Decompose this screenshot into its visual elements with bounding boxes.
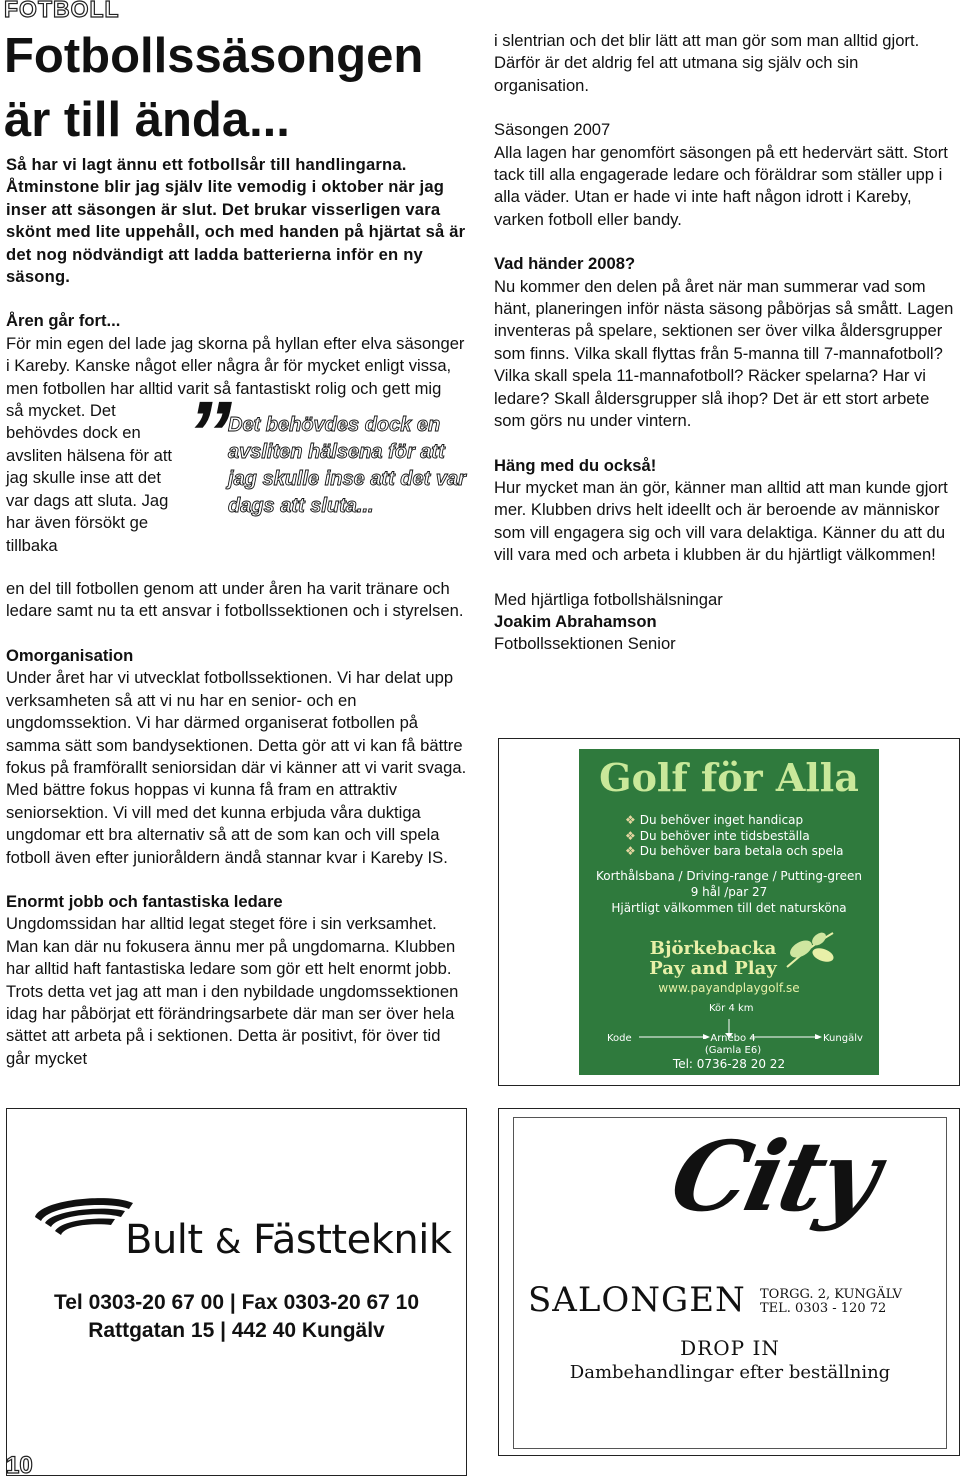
aren-heading: Åren går fort...: [6, 311, 121, 331]
pull-quote-text: Det behövdes dock en avsliten hälsena för att jag skulle inse att det var dags att sluta...: [228, 414, 466, 518]
aren-wrapped-text: så mycket. Det behövdes dock en avsliten hälsena för att jag skulle inse att det var dags att sluta. Jag har även försökt ge tillbaka: [6, 401, 173, 555]
golf-ad-holes: 9 hål /par 27: [690, 885, 768, 899]
whats-next-heading: Vad händer 2008?: [494, 254, 636, 274]
city-street: TORGG. 2, KUNGÄLV: [760, 1287, 903, 1302]
city-drop-in: DROP IN: [680, 1336, 780, 1360]
lead-paragraph: Så har vi lagt ännu ett fotbollsår till handlingarna. Åtminstone blir jag själv lite vemodig i oktober när jag inser att säsongen är slut. Det brukar visserligen vara skönt med lite uppehåll, och med handen på hjärtat så är det nog nödvändigt att ladda batterierna inför en ny säsong.: [6, 155, 466, 287]
join-heading: Häng med du också!: [494, 455, 657, 475]
bullet-icon: ❖: [625, 813, 636, 827]
bult-contact: [7, 1289, 466, 1345]
city-salongen-word: SALONGEN: [528, 1280, 746, 1320]
right-column: [494, 30, 954, 656]
bult-name-a: Bult: [125, 1217, 203, 1263]
whats-next-body: Nu kommer den delen på året när man summerar vad som hänt, planeringen inför nästa säsong påbörjas så smått. Lagen inventeras på spelare, sektionen ser över vilka åldersgrupper som finns. Vilka skall flyttas från 5-manna till 7-mannafotboll? Vilka skall spela 11-mannafotboll? Räcker spelarna? Har vi ledare? Skall åldersgrupper slå ihop? Det är ett stort arbete som görs nu under vintern.: [494, 276, 954, 431]
page-number: 10: [6, 1452, 33, 1479]
city-logo: City: [661, 1120, 888, 1233]
brand-line-2: Pay and Play: [649, 958, 777, 979]
city-phone: TEL. 0303 - 120 72: [760, 1301, 887, 1316]
author-role: Fotbollssektionen Senior: [494, 634, 676, 654]
golf-ad-panel: [579, 749, 879, 1075]
golf-ad-facilities: Korthålsbana / Driving-range / Putting-green: [595, 869, 863, 883]
enormt-body: Ungdomssidan har alltid legat steget före i sin verksamhet. Man kan där nu fokusera ännu mer på ungdomarna. Klubben har alltid haft fantastiska ledare som gör ett helt enormt jobb. Trots detta vet jag att man i den nybildade ungdomssektionen idag har påbörjat ett förändringsarbete där man ser över hela sättet att arbeta på i sektionen. Detta är positivt, för över tid går mycket: [6, 914, 459, 1068]
golf-ad-list: [625, 813, 844, 860]
omorg-body: Under året har vi utvecklat fotbollssektionen. Vi har delat upp verksamheten så att vi nu har en senior- och en ungdomssektion. Vi har därmed organiserat fotbollen på samma sätt som bandysektionen. Detta gör att vi kan få bättre fokus på framförallt seniorsidan där vi känner att vi varit svaga. Med bättre fokus hoppas vi kunna få fram en attraktiv seniorsektion. Vi vill med det kunna erbjuda våra duktiga ungdomar ett bra alternativ så att de som kan och vill spela fotboll även efter junioråldern ändå stannar kvar i Kareby IS.: [6, 668, 467, 867]
golf-ad-item: ❖ Du behöver bara betala och spela: [625, 844, 844, 858]
section-tag: FOTBOLL: [4, 0, 120, 22]
golf-ad-item: ❖ Du behöver inget handicap: [625, 813, 804, 827]
bullet-icon: ❖: [625, 828, 636, 843]
golf-ad-phone: Tel: 0736-28 20 22: [672, 1057, 786, 1071]
map-kungalv: Kungälv: [823, 1033, 863, 1044]
left-column: [6, 154, 468, 1070]
quote-mark-icon: ”: [186, 383, 218, 486]
bult-company-name: [125, 1217, 452, 1263]
quote-wrap-block: [6, 383, 468, 578]
bullet-icon: ❖: [625, 844, 636, 858]
golf-ad-title: Golf för Alla: [599, 755, 859, 800]
author-name: Joakim Abrahamson: [494, 611, 657, 631]
season-2007-heading: Säsongen 2007: [494, 120, 611, 140]
map-distance: Kör 4 km: [709, 1003, 754, 1014]
bult-name-b: Fästteknik: [253, 1217, 452, 1263]
season-2007-body: Alla lagen har genomfört säsongen på ett hedervärt sätt. Stort tack till alla engagerade ledare och föräldrar som ställer upp i alla väder. Utan er hade vi inte haft någon idrott i Kareby, varken fotboll eller bandy.: [494, 142, 948, 229]
golf-ad-map: [579, 1003, 879, 1059]
article-headline: Fotbollssäsongen är till ända...: [4, 29, 424, 147]
golf-ad: [498, 738, 960, 1086]
continued-text: i slentrian och det blir lätt att man gör som man alltid gjort. Därför är det aldrig fel att utmana sig själv och sin organisation.: [494, 31, 920, 95]
brand-line-1: Björkebacka: [649, 938, 777, 959]
bult-logo-icon: [31, 1189, 137, 1239]
map-kode: Kode: [607, 1033, 632, 1044]
map-arnebo: Arnebo 4: [710, 1033, 756, 1044]
city-address: [760, 1288, 902, 1316]
bult-ampersand: &: [214, 1222, 241, 1262]
bult-address: Rattgatan 15 | 442 40 Kungälv: [88, 1319, 385, 1342]
golf-ad-item: ❖ Du behöver inte tidsbeställa: [625, 828, 810, 843]
greeting: Med hjärtliga fotbollshälsningar: [494, 589, 723, 609]
city-ad-frame: [513, 1117, 947, 1449]
golf-ad-brand: [643, 939, 783, 979]
join-body: Hur mycket man än gör, känner man alltid att man kunde gjort mer. Klubben drivs helt ideellt och är beroende av människor som vill engagera sig och vill vara delaktiga. Känner du att du vill vara med och arbeta i klubben är du hjärtligt välkommen!: [494, 477, 948, 565]
golf-ad-url: www.payandplaygolf.se: [658, 981, 800, 995]
bult-ad: [6, 1108, 467, 1476]
enormt-heading: Enormt jobb och fantastiska ledare: [6, 891, 283, 911]
map-gamla-e6: (Gamla E6): [704, 1045, 762, 1056]
bult-phone-fax: Tel 0303-20 67 00 | Fax 0303-20 67 10: [53, 1291, 420, 1314]
leaf-icon: [779, 927, 843, 977]
city-salongen-ad: [498, 1108, 960, 1456]
aren-rest: en del till fotbollen genom att under åren ha varit tränare och ledare samt nu ta ett ansvar i fotbollssektionen och i styrelsen.: [6, 579, 464, 621]
city-tagline: Dambehandlingar efter beställning: [569, 1362, 891, 1383]
omorg-heading: Omorganisation: [6, 645, 134, 665]
golf-ad-welcome: Hjärtligt välkommen till det natursköna: [611, 901, 847, 915]
aren-intro: För min egen del lade jag skorna på hyllan efter elva säsonger i Kareby. Kanske något eller några år för mycket enligt vissa, men fotbollen har alltid varit så fantastiskt rolig och gett mig: [6, 333, 465, 398]
